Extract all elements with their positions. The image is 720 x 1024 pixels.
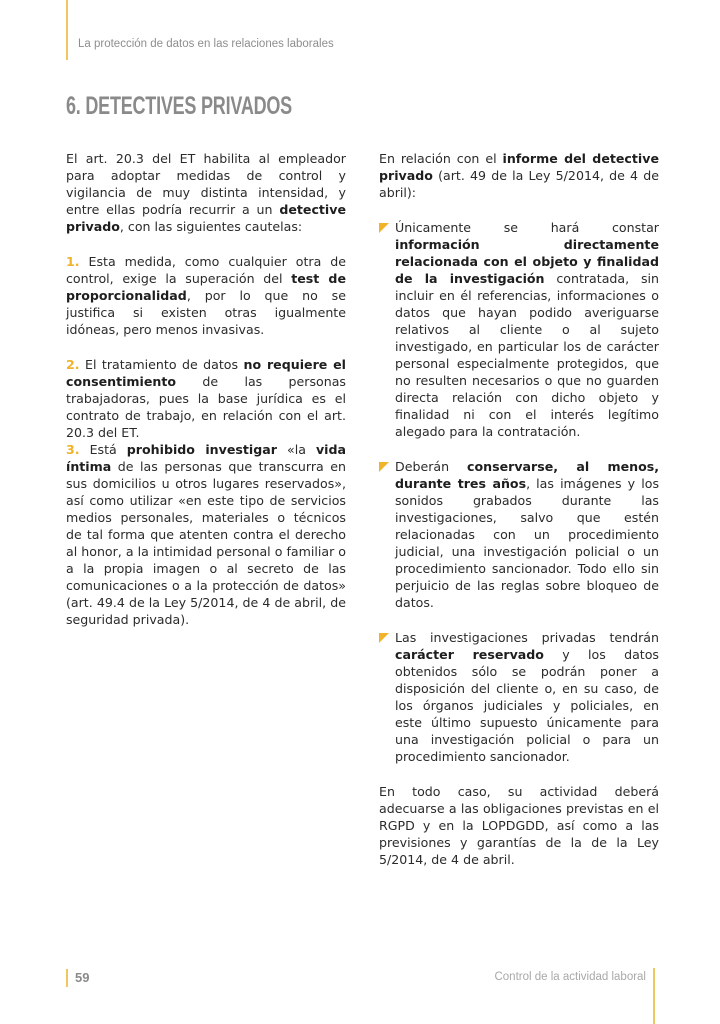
caution-item-3: 3. Está prohibido investigar «la vida íntima de las personas que transcurra en sus domicilios u otros lugares reservados», así como utilizar «en este tipo de servicios medios personales, materiales o técnicos de tal forma que atenten contra el derecho al honor, a la intimidad personal o familiar o a la propia imagen o al secreto de las comunicaciones o a la protección de datos» (art. 49.4 de la Ley 5/2014, de 4 de abril, de seguridad privada).	[66, 442, 346, 627]
left-column	[66, 150, 346, 628]
triangle-bullet-icon	[379, 462, 389, 472]
page-title: 6. DETECTIVES PRIVADOS	[66, 92, 292, 120]
bottom-rule	[653, 968, 655, 1024]
bullet-item-3: Las investigaciones privadas tendrán carácter reservado y los datos obtenidos sólo se podrán poner a disposición del cliente o, en su caso, de los órganos judiciales y policiales, en este último supuesto únicamente para una investigación policial o para un procedimiento sancionador.	[379, 629, 659, 765]
triangle-bullet-icon	[379, 633, 389, 643]
triangle-bullet-icon	[379, 223, 389, 233]
page-number: 59	[66, 969, 89, 987]
right-column	[379, 150, 659, 868]
bullet-item-2: Deberán conservarse, al menos, durante tres años, las imágenes y los sonidos grabados durante las investigaciones, salvo que estén relacionadas con un procedimiento judicial, una investigación policial o un procedimiento sancionador. Todo ello sin perjuicio de las reglas sobre bloqueo de datos.	[379, 458, 659, 611]
footer-section-title: Control de la actividad laboral	[494, 971, 646, 983]
top-rule	[66, 0, 68, 60]
bullet-item-1: Únicamente se hará constar información directamente relacionada con el objeto y finalidad de la investigación contratada, sin incluir en él referencias, informaciones o datos que hayan podido averiguarse relativos al cliente o al sujeto investigado, en particular los de carácter personal especialmente protegidos, que no resulten necesarios o que no guarden directa relación con dicho objeto y finalidad ni con el interés legítimo alegado para la contratación.	[379, 219, 659, 440]
caution-item-1: 1. Esta medida, como cualquier otra de control, exige la superación del test de proporcionalidad, por lo que no se justifica si existen otras igualmente idóneas, pero menos invasivas.	[66, 254, 346, 337]
running-header: La protección de datos en las relaciones laborales	[78, 38, 334, 50]
closing-paragraph: En todo caso, su actividad deberá adecuarse a las obligaciones previstas en el RGPD y en la LOPDGDD, así como a las previsiones y garantías de la de la Ley 5/2014, de 4 de abril.	[379, 784, 659, 867]
report-intro: En relación con el informe del detective privado (art. 49 de la Ley 5/2014, de 4 de abril):	[379, 151, 659, 200]
caution-item-2: 2. El tratamiento de datos no requiere el consentimiento de las personas trabajadoras, pues la base jurídica es el contrato de trabajo, en relación con el art. 20.3 del ET.	[66, 357, 346, 440]
intro-paragraph: El art. 20.3 del ET habilita al empleador para adoptar medidas de control y vigilancia de muy distinta intensidad, y entre ellas podría recurrir a un detective privado, con las siguientes cautelas:	[66, 151, 346, 234]
